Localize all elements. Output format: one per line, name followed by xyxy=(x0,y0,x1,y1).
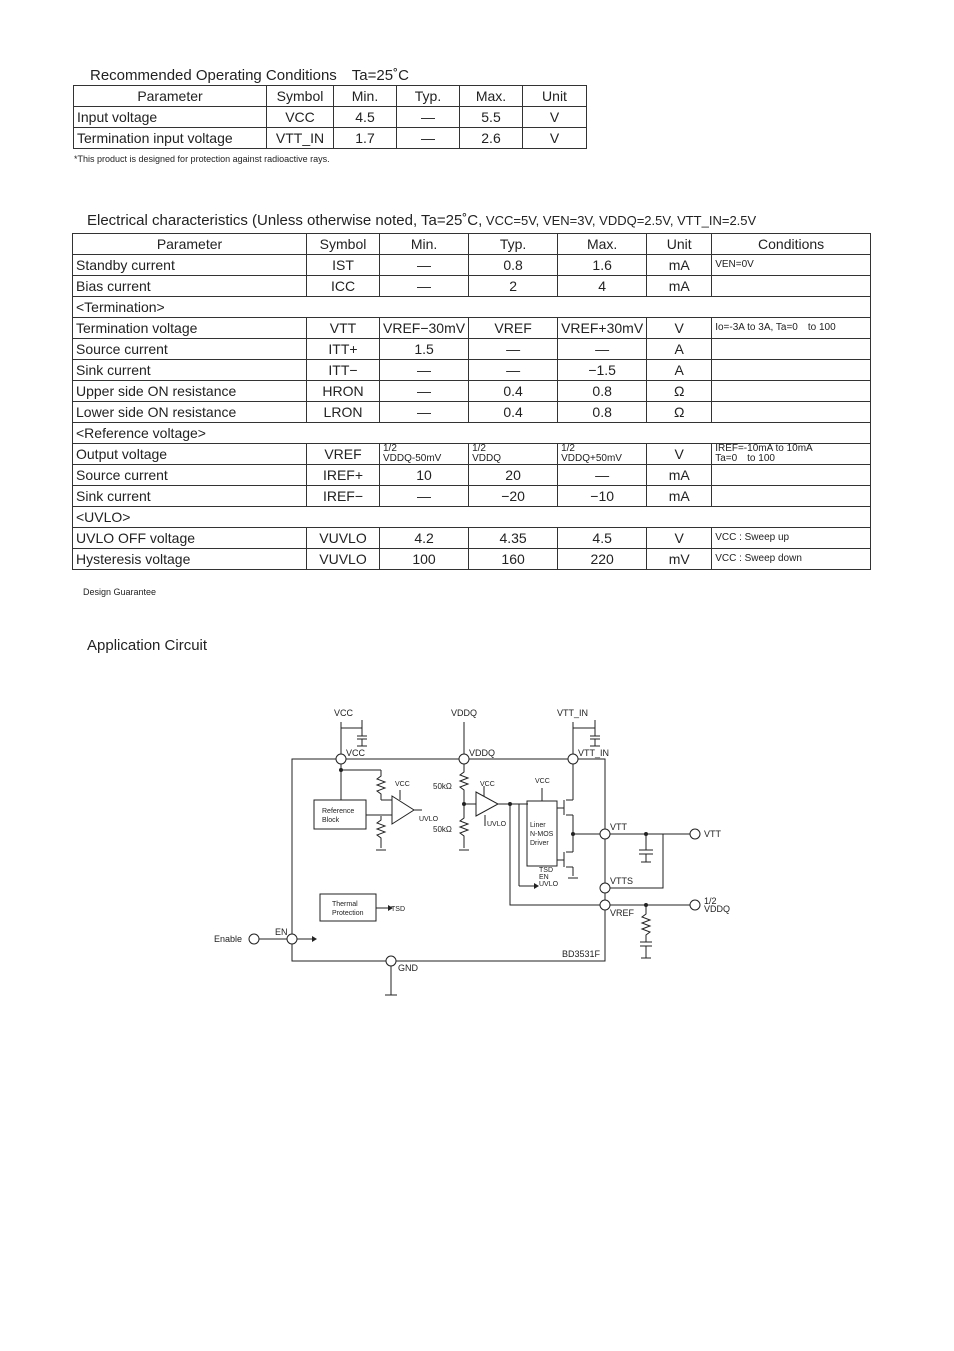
label-vtt-out: VTT xyxy=(704,829,721,839)
header-cell: Parameter xyxy=(73,234,307,255)
label-en-in: EN xyxy=(539,874,549,881)
table-cell: 1.5 xyxy=(380,339,469,360)
label-vcc-small-3: VCC xyxy=(535,778,550,785)
label-vcc-pin: VCC xyxy=(346,748,366,758)
table-cell: 4.2 xyxy=(380,528,469,549)
table-cell: 1.6 xyxy=(558,255,647,276)
label-driver-1: Liner xyxy=(530,822,546,829)
header-cell: Max. xyxy=(558,234,647,255)
table-cell: 2.6 xyxy=(460,128,523,149)
table-cell: V xyxy=(523,128,587,149)
table-cell: 4.5 xyxy=(334,107,397,128)
pin-vtts xyxy=(600,883,610,893)
terminal-half-vddq xyxy=(690,900,700,910)
table-cell: V xyxy=(647,444,712,465)
header-cell: Symbol xyxy=(267,86,334,107)
table-cell: Source current xyxy=(73,339,307,360)
table-cell: A xyxy=(647,339,712,360)
header-cell: Min. xyxy=(334,86,397,107)
pin-en xyxy=(287,934,297,944)
table-cell: UVLO OFF voltage xyxy=(73,528,307,549)
table-cell: Termination voltage xyxy=(73,318,307,339)
table-cell: Termination input voltage xyxy=(74,128,267,149)
pin-vtt-in xyxy=(568,754,578,764)
label-vddq-out-1: 1/2 xyxy=(704,896,717,906)
table-cell: — xyxy=(558,465,647,486)
section-label: <Reference voltage> xyxy=(73,423,871,444)
table-cell: −1.5 xyxy=(558,360,647,381)
table-cell: Output voltage xyxy=(73,444,307,465)
table-cell: Sink current xyxy=(73,486,307,507)
label-uvlo-2: UVLO xyxy=(487,821,507,828)
table-cell: — xyxy=(558,339,647,360)
roc-note: *This product is designed for protection against radioactive rays. xyxy=(74,154,330,164)
ec-title-sub: VCC=5V, VEN=3V, VDDQ=2.5V, VTT_IN=2.5V xyxy=(482,213,757,228)
label-uvlo-in: UVLO xyxy=(539,881,559,888)
label-vref-pin: VREF xyxy=(610,908,635,918)
pin-vddq xyxy=(459,754,469,764)
table-cell: 10 xyxy=(380,465,469,486)
table-cell: Input voltage xyxy=(74,107,267,128)
table-cell: VCC xyxy=(267,107,334,128)
table-cell: −20 xyxy=(469,486,558,507)
label-vttin-pin: VTT_IN xyxy=(578,748,610,758)
table-cell: Lower side ON resistance xyxy=(73,402,307,423)
table-cell: VCC : Sweep up xyxy=(712,528,871,549)
table-cell: 20 xyxy=(469,465,558,486)
table-cell: VREF−30mV xyxy=(380,318,469,339)
terminal-vtt xyxy=(690,829,700,839)
table-cell: — xyxy=(380,255,469,276)
ec-title-main: Electrical characteristics (Unless otherwise noted, Ta=25˚C, xyxy=(87,212,483,229)
table-cell: VTT_IN xyxy=(267,128,334,149)
table-cell: V xyxy=(523,107,587,128)
label-vddq-pin: VDDQ xyxy=(469,748,496,758)
label-tsd-in: TSD xyxy=(539,867,553,874)
table-cell: — xyxy=(380,486,469,507)
stacked-text: 1/2 xyxy=(383,443,397,454)
header-cell: Symbol xyxy=(307,234,380,255)
stacked-text: 1/2 xyxy=(561,443,575,454)
table-cell: Source current xyxy=(73,465,307,486)
table-cell: VREF+30mV xyxy=(558,318,647,339)
table-cell: ITT− xyxy=(307,360,380,381)
stacked-text: VDDQ+50mV xyxy=(561,453,622,464)
table-cell: — xyxy=(380,360,469,381)
table-cell: mA xyxy=(647,276,712,297)
table-cell: — xyxy=(397,107,460,128)
table-cell: 0.4 xyxy=(469,402,558,423)
table-cell: mV xyxy=(647,549,712,570)
table-cell: VEN=0V xyxy=(712,255,871,276)
stacked-text: IREF=-10mA to 10mA xyxy=(715,443,813,454)
table-cell: HRON xyxy=(307,381,380,402)
label-resistor-50k-1: 50kΩ xyxy=(433,782,452,791)
table-cell: LRON xyxy=(307,402,380,423)
table-cell: 0.4 xyxy=(469,381,558,402)
header-cell: Min. xyxy=(380,234,469,255)
ec-note: Design Guarantee xyxy=(83,587,157,597)
table-cell: V xyxy=(647,318,712,339)
label-vcc-top: VCC xyxy=(334,708,354,718)
table-cell: Upper side ON resistance xyxy=(73,381,307,402)
table-cell: VREF xyxy=(307,444,380,465)
table-cell: 4 xyxy=(558,276,647,297)
pin-vcc xyxy=(336,754,346,764)
table-cell: — xyxy=(469,339,558,360)
table-cell: 4.5 xyxy=(558,528,647,549)
table-cell: VREF xyxy=(469,318,558,339)
header-cell: Conditions xyxy=(712,234,871,255)
header-cell: Typ. xyxy=(397,86,460,107)
label-vtt-pin: VTT xyxy=(610,822,627,832)
table-cell: 4.35 xyxy=(469,528,558,549)
pin-gnd xyxy=(386,956,396,966)
table-cell: 160 xyxy=(469,549,558,570)
label-vttin-top: VTT_IN xyxy=(557,708,589,718)
label-part-number: BD3531F xyxy=(562,949,601,959)
label-vddq-out-2: VDDQ xyxy=(704,904,731,914)
section-label: <Termination> xyxy=(73,297,871,318)
label-en-pin: EN xyxy=(275,927,288,937)
label-thermal-2: Protection xyxy=(332,910,364,917)
table-cell: VUVLO xyxy=(307,549,380,570)
table-cell: Ω xyxy=(647,402,712,423)
table-cell: VTT xyxy=(307,318,380,339)
label-vddq-top: VDDQ xyxy=(451,708,478,718)
header-cell: Typ. xyxy=(469,234,558,255)
table-cell: — xyxy=(397,128,460,149)
table-cell: Sink current xyxy=(73,360,307,381)
table-cell: 0.8 xyxy=(558,402,647,423)
table-cell: — xyxy=(380,381,469,402)
table-cell: mA xyxy=(647,486,712,507)
table-cell: ICC xyxy=(307,276,380,297)
stacked-text: 1/2 xyxy=(472,443,486,454)
label-thermal-1: Thermal xyxy=(332,901,358,908)
table-cell: IREF− xyxy=(307,486,380,507)
header-cell: Unit xyxy=(523,86,587,107)
table-cell: — xyxy=(380,402,469,423)
table-cell: 0.8 xyxy=(469,255,558,276)
header-cell: Parameter xyxy=(74,86,267,107)
table-cell: V xyxy=(647,528,712,549)
table-cell: 0.8 xyxy=(558,381,647,402)
label-ref-block-1: Reference xyxy=(322,808,355,815)
table-cell: Ω xyxy=(647,381,712,402)
table-cell: IST xyxy=(307,255,380,276)
roc-title: Recommended Operating Conditions Ta=25˚C xyxy=(90,67,409,84)
pin-vtt xyxy=(600,829,610,839)
label-vcc-small-1: VCC xyxy=(395,781,410,788)
table-cell: mA xyxy=(647,255,712,276)
table-cell: 1.7 xyxy=(334,128,397,149)
header-cell: Unit xyxy=(647,234,712,255)
terminal-enable xyxy=(249,934,259,944)
table-cell: — xyxy=(380,276,469,297)
stacked-text: Ta=0 to 100 xyxy=(715,453,775,464)
table-cell: mA xyxy=(647,465,712,486)
label-resistor-50k-2: 50kΩ xyxy=(433,825,452,834)
header-cell: Max. xyxy=(460,86,523,107)
table-cell: Io=-3A to 3A, Ta=0 to 100 xyxy=(712,318,871,339)
stacked-text: VDDQ-50mV xyxy=(383,453,442,464)
table-cell: Standby current xyxy=(73,255,307,276)
table-cell: Hysteresis voltage xyxy=(73,549,307,570)
stacked-text: VDDQ xyxy=(472,453,501,464)
table-cell: IREF+ xyxy=(307,465,380,486)
table-cell: VCC : Sweep down xyxy=(712,549,871,570)
pin-vref xyxy=(600,900,610,910)
table-cell: ITT+ xyxy=(307,339,380,360)
label-vtts-pin: VTTS xyxy=(610,876,634,886)
table-cell: 100 xyxy=(380,549,469,570)
table-cell: — xyxy=(469,360,558,381)
label-tsd-out: TSD xyxy=(391,906,405,913)
section-label: <UVLO> xyxy=(73,507,871,528)
label-vcc-small-2: VCC xyxy=(480,781,495,788)
table-cell: −10 xyxy=(558,486,647,507)
label-driver-3: Driver xyxy=(530,840,549,847)
app-title: Application Circuit xyxy=(87,637,208,654)
table-cell: VUVLO xyxy=(307,528,380,549)
label-uvlo-1: UVLO xyxy=(419,816,439,823)
label-ref-block-2: Block xyxy=(322,817,340,824)
table-cell: A xyxy=(647,360,712,381)
label-driver-2: N-MOS xyxy=(530,831,554,838)
label-enable: Enable xyxy=(214,934,243,944)
table-cell: 220 xyxy=(558,549,647,570)
table-cell: 5.5 xyxy=(460,107,523,128)
label-gnd: GND xyxy=(398,963,418,973)
table-cell: Bias current xyxy=(73,276,307,297)
table-cell: 2 xyxy=(469,276,558,297)
